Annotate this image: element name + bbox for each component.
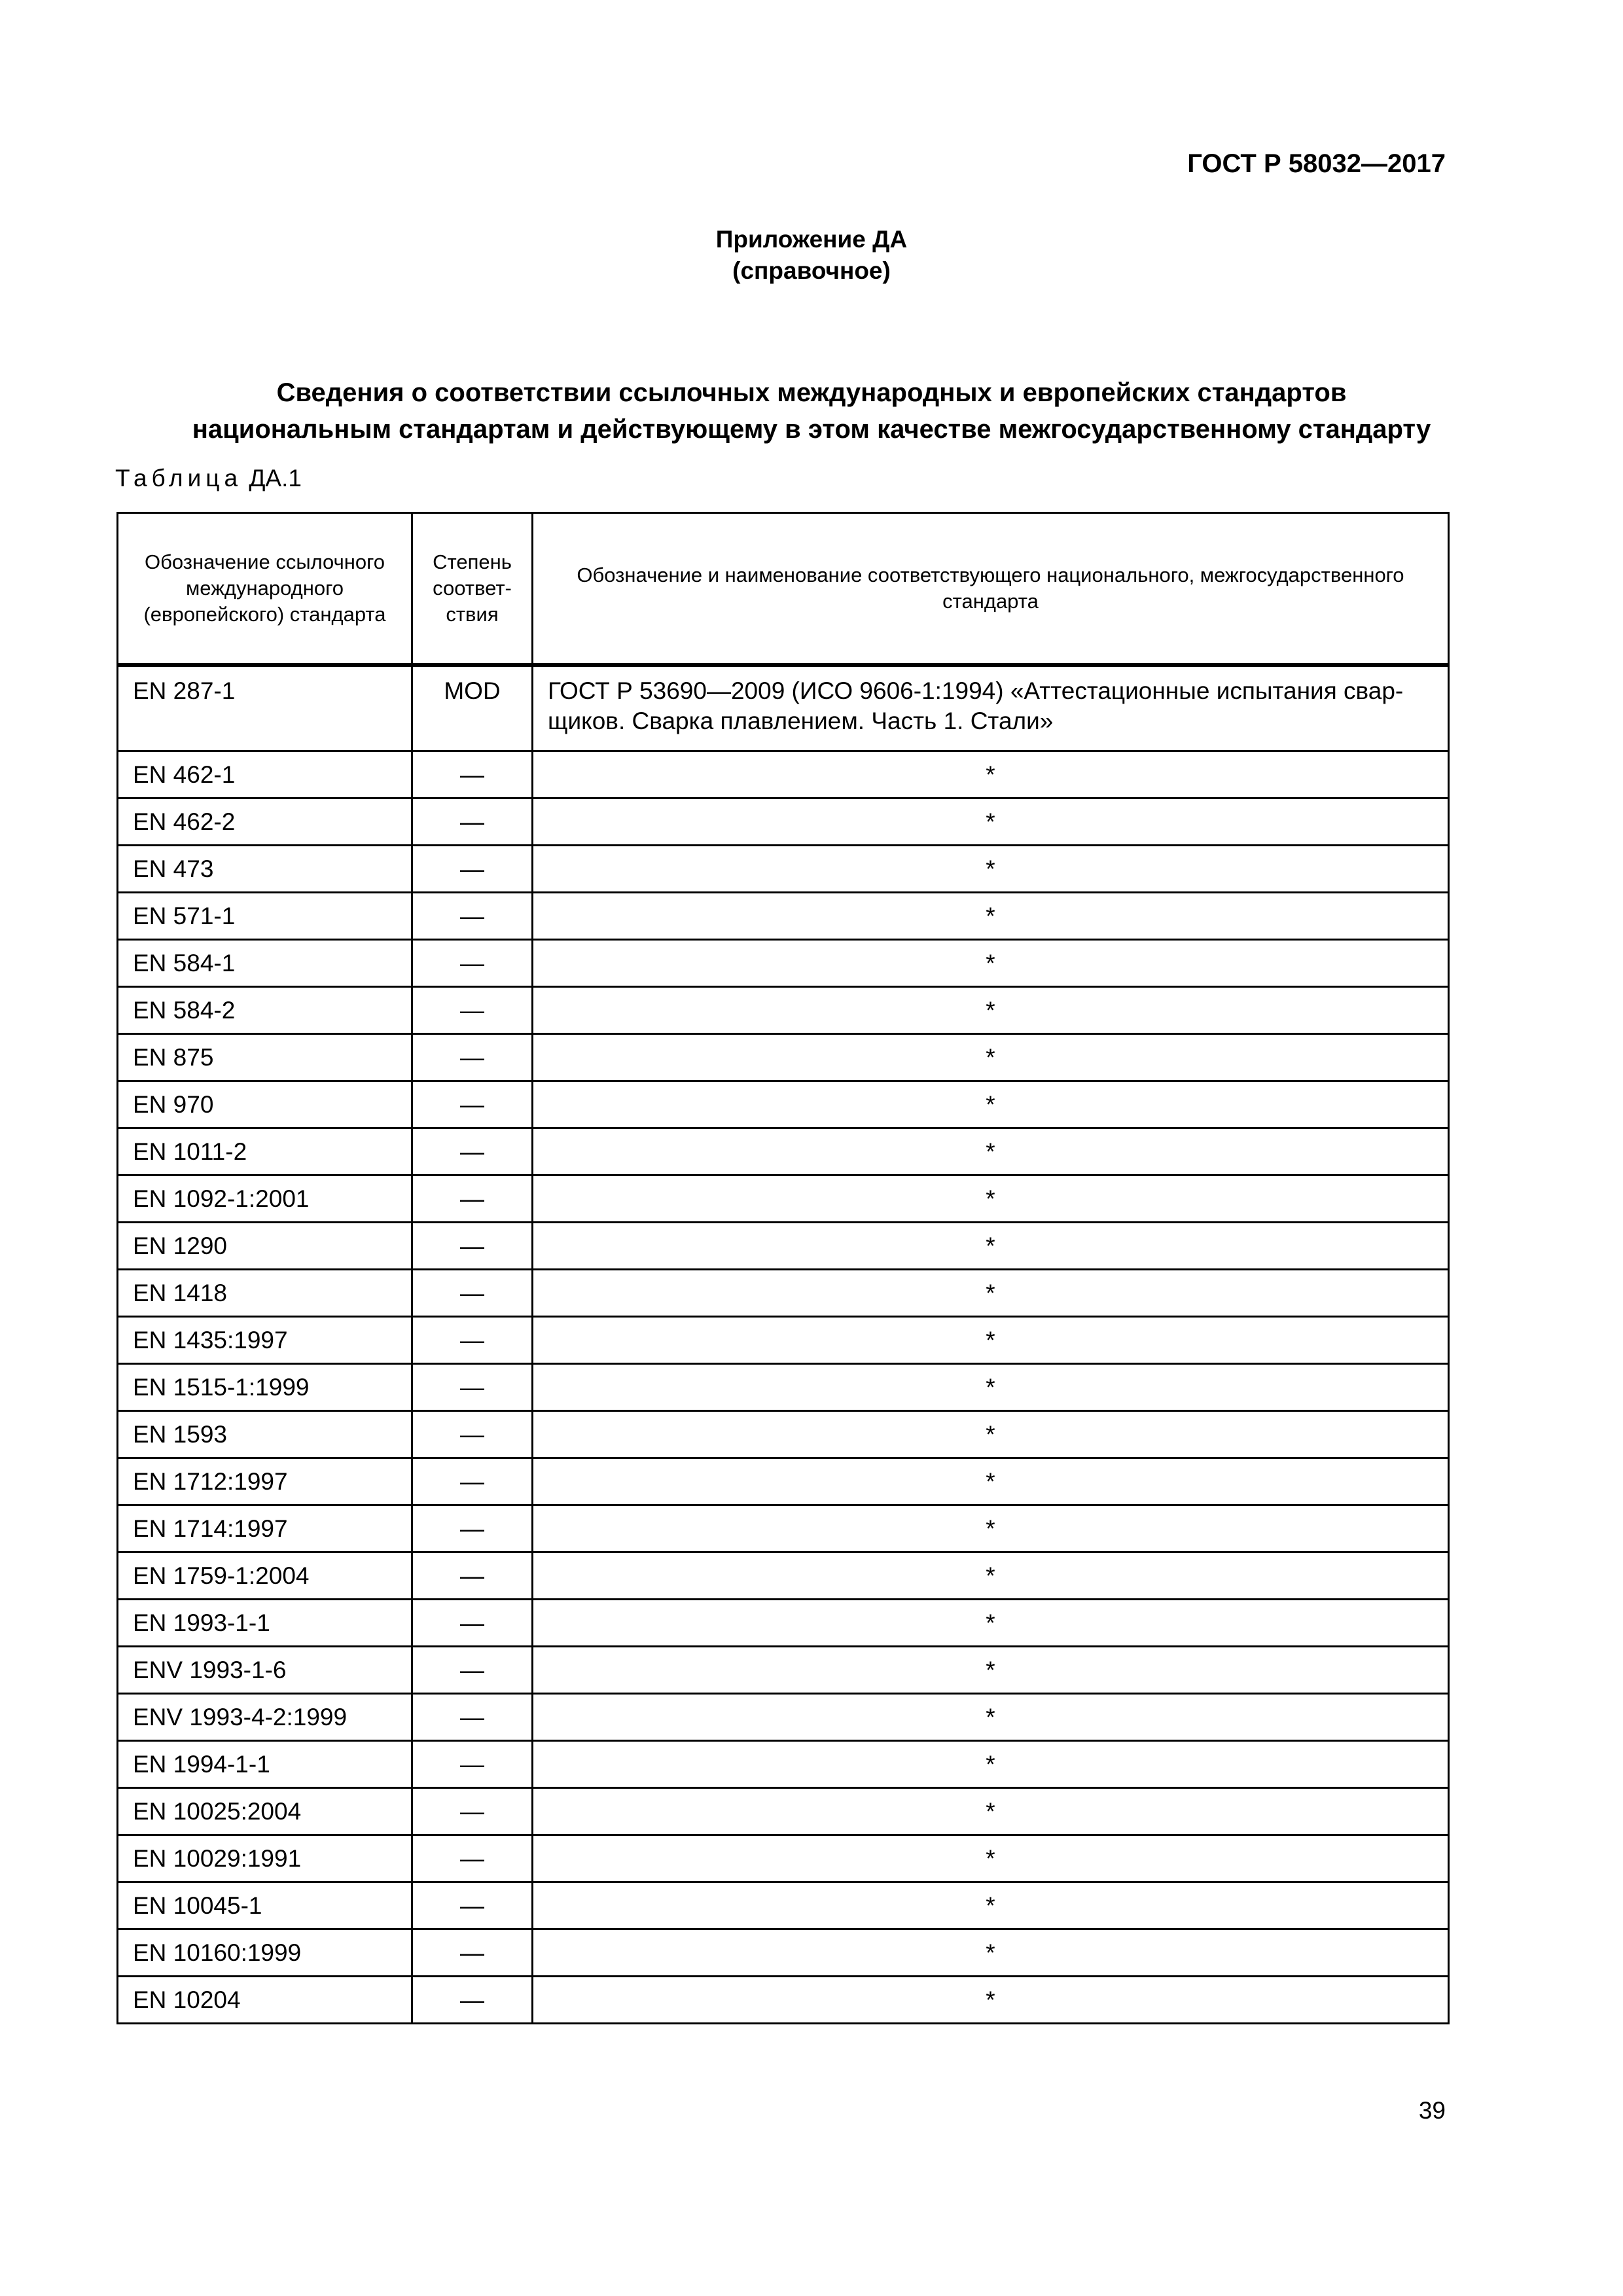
cell-national-standard: * bbox=[533, 846, 1449, 893]
cell-national-standard: * bbox=[533, 987, 1449, 1034]
cell-degree: — bbox=[412, 1270, 533, 1317]
cell-national-standard: * bbox=[533, 1647, 1449, 1694]
table-row bbox=[118, 1175, 1449, 1223]
cell-international-standard: EN 1712:1997 bbox=[118, 1458, 412, 1505]
table-row bbox=[118, 1034, 1449, 1081]
table-caption-number: ДА.1 bbox=[249, 465, 302, 492]
cell-national-standard: * bbox=[533, 1364, 1449, 1411]
cell-national-standard: * bbox=[533, 1317, 1449, 1364]
cell-national-standard: * bbox=[533, 1034, 1449, 1081]
cell-degree: — bbox=[412, 1411, 533, 1458]
cell-degree: — bbox=[412, 940, 533, 987]
cell-degree: MOD bbox=[412, 665, 533, 751]
cell-international-standard: EN 1994-1-1 bbox=[118, 1741, 412, 1788]
cell-degree: — bbox=[412, 846, 533, 893]
cell-international-standard: EN 1290 bbox=[118, 1223, 412, 1270]
cell-national-standard: * bbox=[533, 893, 1449, 940]
cell-degree: — bbox=[412, 1977, 533, 2024]
cell-degree: — bbox=[412, 1081, 533, 1128]
header-degree-of-correspondence: Степень соответ-ствия bbox=[412, 513, 533, 666]
cell-international-standard: EN 10160:1999 bbox=[118, 1929, 412, 1977]
cell-degree: — bbox=[412, 751, 533, 798]
table-caption-word: Таблица bbox=[115, 465, 243, 492]
cell-international-standard: EN 1092-1:2001 bbox=[118, 1175, 412, 1223]
cell-national-standard: * bbox=[533, 1882, 1449, 1929]
section-title-line-2: национальным стандартам и действующему в этом качестве межгосударственному стандарту bbox=[192, 415, 1431, 444]
cell-degree: — bbox=[412, 1835, 533, 1882]
cell-international-standard: EN 10204 bbox=[118, 1977, 412, 2024]
cell-degree: — bbox=[412, 1128, 533, 1175]
table-row bbox=[118, 1929, 1449, 1977]
cell-international-standard: EN 1435:1997 bbox=[118, 1317, 412, 1364]
cell-national-standard: * bbox=[533, 940, 1449, 987]
table-row bbox=[118, 987, 1449, 1034]
cell-international-standard: EN 1593 bbox=[118, 1411, 412, 1458]
table-row bbox=[118, 751, 1449, 798]
header-national-standard: Обозначение и наименование соответствующего национального, межгосударственного стандарта bbox=[533, 513, 1449, 666]
cell-international-standard: EN 1993-1-1 bbox=[118, 1600, 412, 1647]
cell-international-standard: EN 473 bbox=[118, 846, 412, 893]
table-row bbox=[118, 1882, 1449, 1929]
cell-international-standard: EN 584-1 bbox=[118, 940, 412, 987]
table-row bbox=[118, 846, 1449, 893]
cell-degree: — bbox=[412, 1034, 533, 1081]
table-row bbox=[118, 1128, 1449, 1175]
table-row bbox=[118, 1317, 1449, 1364]
cell-degree: — bbox=[412, 893, 533, 940]
cell-national-standard: * bbox=[533, 1741, 1449, 1788]
table-row bbox=[118, 1223, 1449, 1270]
cell-degree: — bbox=[412, 798, 533, 846]
cell-international-standard: EN 287-1 bbox=[118, 665, 412, 751]
cell-degree: — bbox=[412, 1364, 533, 1411]
cell-degree: — bbox=[412, 1317, 533, 1364]
table-row bbox=[118, 1977, 1449, 2024]
cell-national-standard: * bbox=[533, 1081, 1449, 1128]
cell-degree: — bbox=[412, 1929, 533, 1977]
cell-international-standard: EN 10045-1 bbox=[118, 1882, 412, 1929]
table-row bbox=[118, 1270, 1449, 1317]
appendix-title: Приложение ДА bbox=[715, 226, 908, 253]
cell-degree: — bbox=[412, 1788, 533, 1835]
table-row bbox=[118, 940, 1449, 987]
cell-national-standard: * bbox=[533, 798, 1449, 846]
cell-international-standard: EN 462-2 bbox=[118, 798, 412, 846]
cell-degree: — bbox=[412, 1741, 533, 1788]
table-row bbox=[118, 798, 1449, 846]
table-row bbox=[118, 1788, 1449, 1835]
cell-national-standard: ГОСТ Р 53690—2009 (ИСО 9606-1:1994) «Аттестационные испытания свар-щиков. Сварка плавлением. Часть 1. Стали» bbox=[533, 665, 1449, 751]
cell-national-standard: * bbox=[533, 1458, 1449, 1505]
cell-national-standard: * bbox=[533, 1505, 1449, 1552]
cell-national-standard: * bbox=[533, 1552, 1449, 1600]
table-row bbox=[118, 1835, 1449, 1882]
table-row bbox=[118, 1364, 1449, 1411]
cell-international-standard: EN 970 bbox=[118, 1081, 412, 1128]
section-title bbox=[0, 374, 1623, 448]
cell-international-standard: EN 1714:1997 bbox=[118, 1505, 412, 1552]
cell-international-standard: EN 584-2 bbox=[118, 987, 412, 1034]
cell-international-standard: EN 10025:2004 bbox=[118, 1788, 412, 1835]
table-row bbox=[118, 665, 1449, 751]
cell-international-standard: EN 875 bbox=[118, 1034, 412, 1081]
table-body bbox=[118, 665, 1449, 2024]
cell-international-standard: EN 571-1 bbox=[118, 893, 412, 940]
table-row bbox=[118, 1081, 1449, 1128]
cell-national-standard: * bbox=[533, 1600, 1449, 1647]
cell-national-standard: * bbox=[533, 1788, 1449, 1835]
cell-national-standard: * bbox=[533, 1694, 1449, 1741]
cell-national-standard: * bbox=[533, 1223, 1449, 1270]
cell-degree: — bbox=[412, 1647, 533, 1694]
cell-international-standard: ENV 1993-1-6 bbox=[118, 1647, 412, 1694]
cell-international-standard: EN 1515-1:1999 bbox=[118, 1364, 412, 1411]
table-row bbox=[118, 1694, 1449, 1741]
cell-degree: — bbox=[412, 1694, 533, 1741]
table-row bbox=[118, 893, 1449, 940]
document-code: ГОСТ Р 58032—2017 bbox=[1187, 149, 1446, 178]
cell-national-standard: * bbox=[533, 1835, 1449, 1882]
correspondence-table bbox=[116, 512, 1450, 2024]
cell-degree: — bbox=[412, 1882, 533, 1929]
cell-national-standard: * bbox=[533, 1128, 1449, 1175]
table-header-row bbox=[118, 513, 1449, 666]
cell-national-standard: * bbox=[533, 751, 1449, 798]
cell-national-standard: * bbox=[533, 1977, 1449, 2024]
table-row bbox=[118, 1552, 1449, 1600]
page-number: 39 bbox=[1418, 2097, 1446, 2124]
cell-degree: — bbox=[412, 1458, 533, 1505]
cell-national-standard: * bbox=[533, 1411, 1449, 1458]
cell-international-standard: EN 1759-1:2004 bbox=[118, 1552, 412, 1600]
table-row bbox=[118, 1600, 1449, 1647]
section-title-line-1: Сведения о соответствии ссылочных международных и европейских стандартов bbox=[276, 378, 1347, 407]
table-row bbox=[118, 1647, 1449, 1694]
cell-degree: — bbox=[412, 1175, 533, 1223]
header-international-standard: Обозначение ссылочного международного (европейского) стандарта bbox=[118, 513, 412, 666]
appendix-heading bbox=[0, 224, 1623, 287]
cell-international-standard: EN 1011-2 bbox=[118, 1128, 412, 1175]
table-caption bbox=[115, 465, 302, 492]
cell-degree: — bbox=[412, 1600, 533, 1647]
cell-international-standard: EN 462-1 bbox=[118, 751, 412, 798]
table-row bbox=[118, 1458, 1449, 1505]
cell-degree: — bbox=[412, 1223, 533, 1270]
table-row bbox=[118, 1741, 1449, 1788]
cell-national-standard: * bbox=[533, 1270, 1449, 1317]
cell-international-standard: EN 10029:1991 bbox=[118, 1835, 412, 1882]
cell-national-standard: * bbox=[533, 1929, 1449, 1977]
cell-degree: — bbox=[412, 1505, 533, 1552]
cell-international-standard: ENV 1993-4-2:1999 bbox=[118, 1694, 412, 1741]
cell-international-standard: EN 1418 bbox=[118, 1270, 412, 1317]
table-row bbox=[118, 1505, 1449, 1552]
cell-national-standard: * bbox=[533, 1175, 1449, 1223]
appendix-subtitle: (справочное) bbox=[732, 257, 891, 284]
table-row bbox=[118, 1411, 1449, 1458]
cell-degree: — bbox=[412, 987, 533, 1034]
cell-degree: — bbox=[412, 1552, 533, 1600]
